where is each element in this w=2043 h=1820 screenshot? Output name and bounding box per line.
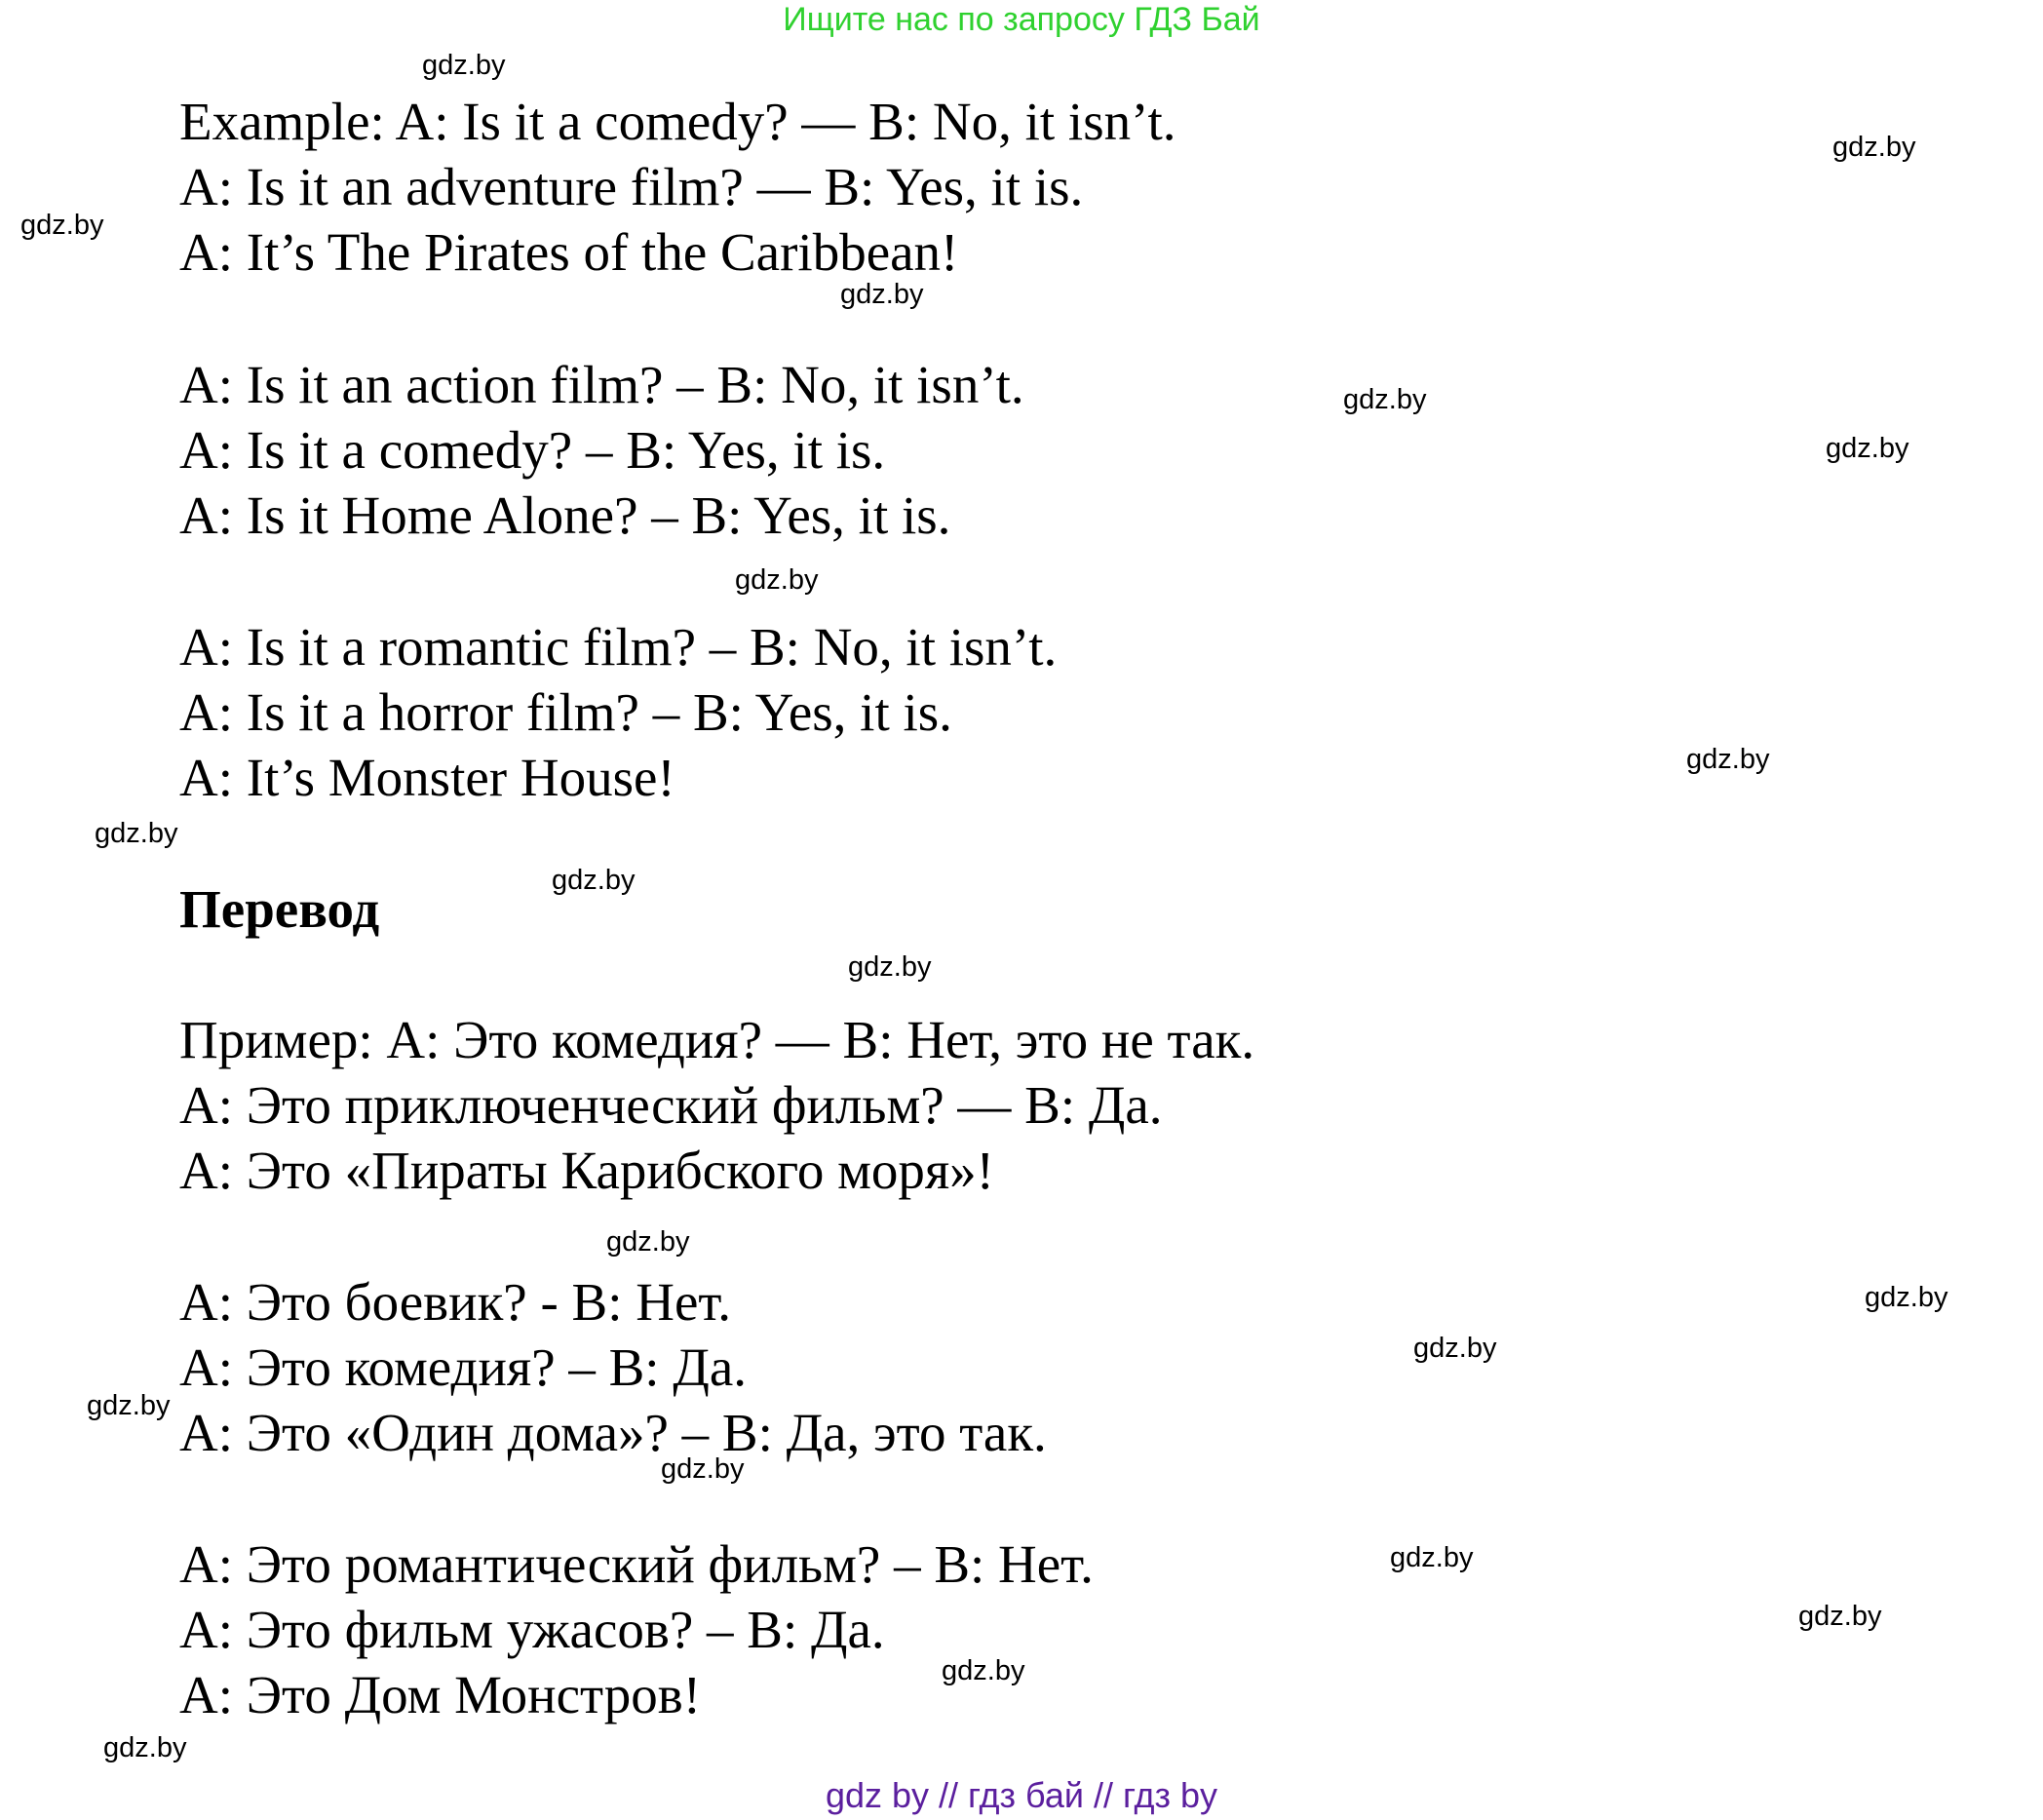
watermark: gdz.by — [942, 1655, 1025, 1686]
watermark: gdz.by — [1390, 1542, 1474, 1573]
english-dialogue2-line-3: A: It’s Monster House! — [179, 748, 675, 807]
english-dialogue1-line-3: A: Is it Home Alone? – B: Yes, it is. — [179, 485, 951, 545]
translation-heading: Перевод — [179, 879, 380, 939]
watermark: gdz.by — [1865, 1282, 1948, 1313]
russian-dialogue2-line-1: А: Это романтический фильм? – В: Нет. — [179, 1534, 1094, 1594]
watermark: gdz.by — [848, 951, 932, 983]
watermark: gdz.by — [1413, 1333, 1497, 1364]
watermark: gdz.by — [95, 818, 178, 849]
watermark: gdz.by — [1832, 132, 1916, 163]
russian-dialogue1-line-3: А: Это «Один дома»? – В: Да, это так. — [179, 1403, 1047, 1462]
watermark: gdz.by — [1343, 384, 1427, 415]
watermark: gdz.by — [1686, 744, 1770, 775]
watermark: gdz.by — [661, 1453, 745, 1485]
english-example-line-1: Example: A: Is it a comedy? — B: No, it isn’t. — [179, 92, 1176, 151]
russian-dialogue1-line-1: А: Это боевик? - В: Нет. — [179, 1272, 732, 1332]
russian-example-line-3: А: Это «Пираты Карибского моря»! — [179, 1141, 994, 1200]
watermark: gdz.by — [1826, 433, 1909, 464]
footer-watermark: gdz by // гдз бай // гдз by — [825, 1775, 1218, 1815]
russian-dialogue2-line-2: А: Это фильм ужасов? – В: Да. — [179, 1600, 885, 1659]
english-dialogue1-line-2: A: Is it a comedy? – B: Yes, it is. — [179, 420, 886, 480]
russian-example-line-2: А: Это приключенческий фильм? — В: Да. — [179, 1075, 1163, 1135]
watermark: gdz.by — [20, 210, 104, 241]
english-example-line-3: A: It’s The Pirates of the Caribbean! — [179, 222, 959, 282]
watermark: gdz.by — [87, 1390, 171, 1421]
watermark: gdz.by — [735, 564, 819, 596]
watermark: gdz.by — [840, 279, 924, 310]
watermark: gdz.by — [606, 1226, 690, 1258]
english-dialogue2-line-1: A: Is it a romantic film? – B: No, it isn’t. — [179, 617, 1058, 677]
russian-example-line-1: Пример: А: Это комедия? — В: Нет, это не так. — [179, 1010, 1255, 1069]
russian-dialogue1-line-2: А: Это комедия? – В: Да. — [179, 1337, 748, 1397]
english-example-line-2: A: Is it an adventure film? — B: Yes, it is. — [179, 157, 1084, 216]
watermark: gdz.by — [552, 865, 636, 896]
search-banner: Ищите нас по запросу ГДЗ Бай — [783, 1, 1260, 38]
watermark: gdz.by — [103, 1732, 187, 1763]
watermark: gdz.by — [1798, 1601, 1882, 1632]
english-dialogue1-line-1: A: Is it an action film? – B: No, it isn’t. — [179, 355, 1024, 414]
russian-dialogue2-line-3: А: Это Дом Монстров! — [179, 1665, 702, 1724]
watermark: gdz.by — [422, 50, 506, 81]
english-dialogue2-line-2: A: Is it a horror film? – B: Yes, it is. — [179, 682, 952, 742]
